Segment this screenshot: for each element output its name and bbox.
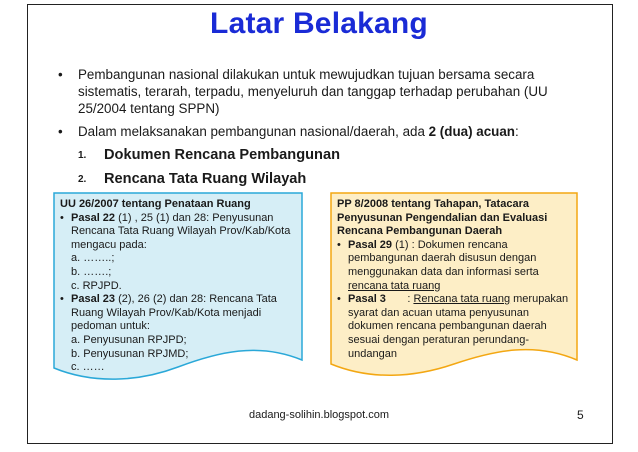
- bullet-item-2: [58, 123, 578, 140]
- left-card-uu-26-2007: [53, 192, 303, 382]
- sub-item: a. ……..;: [71, 252, 115, 265]
- acuan-label: Dokumen Rencana Pembangunan: [104, 147, 340, 163]
- acuan-item-2: [78, 170, 578, 188]
- right-card-item-2: [337, 293, 570, 361]
- acuan-number: 1.: [78, 150, 87, 161]
- bullet-dot-icon: •: [58, 124, 63, 139]
- sub-item: a. Penyusunan RPJPD;: [71, 333, 187, 346]
- pasal-separator: :: [385, 293, 414, 306]
- right-card-heading: PP 8/2008 tentang Tahapan, Tatacara Penyusunan Pengendalian dan Evaluasi Rencana Pembangunan Daerah: [337, 198, 548, 238]
- acuan-list: [58, 146, 578, 188]
- pasal-text: merupakan syarat dan acuan utama penyusunan dokumen rencana pembangunan daerah sesuai dengan peraturan perundang-undangan: [348, 293, 569, 360]
- pasal-label: Pasal 3: [348, 293, 386, 306]
- sub-item: c. ……: [71, 361, 105, 374]
- rencana-tata-ruang-link[interactable]: rencana tata ruang: [348, 279, 441, 292]
- acuan-label: Rencana Tata Ruang Wilayah: [104, 171, 307, 187]
- bullet-dot-icon: •: [337, 293, 341, 306]
- bullet-text-pre: Dalam melaksanakan pembangunan nasional/daerah, ada: [78, 124, 429, 139]
- right-card-pp-8-2008: [330, 192, 578, 377]
- pasal-label: Pasal 22: [71, 211, 116, 224]
- acuan-number: 2.: [78, 174, 87, 185]
- bullet-dot-icon: •: [60, 293, 64, 306]
- bullet-item-1: [58, 66, 578, 117]
- left-card-heading: UU 26/2007 tentang Penataan Ruang: [60, 198, 251, 210]
- slide-title: Latar Belakang: [210, 7, 428, 40]
- bullet-text-bold: 2 (dua) acuan: [428, 124, 515, 139]
- sub-item: c. RPJPD.: [71, 279, 122, 292]
- bullet-text: Pembangunan nasional dilakukan untuk mewujudkan tujuan bersama secara sistematis, terarah, terpadu, menyeluruh dan tanggap terhadap perubahan (UU 25/2004 tentang SPPN): [78, 67, 548, 116]
- sub-item: b. Penyusunan RPJMD;: [71, 347, 189, 360]
- bullet-list: [58, 66, 578, 194]
- page-number: 5: [577, 408, 584, 422]
- pasal-text: (1) : Dokumen rencana pembangunan daerah disusun dengan menggunakan data dan informasi serta: [348, 238, 539, 278]
- left-card-item-1: [60, 212, 295, 294]
- sub-item: b. …….;: [71, 265, 112, 278]
- bullet-dot-icon: •: [60, 211, 64, 224]
- bullet-dot-icon: •: [58, 67, 63, 82]
- bullet-text-post: :: [514, 124, 519, 139]
- footer-source: dadang-solihin.blogspot.com: [248, 409, 390, 421]
- pasal-text: (1) , 25 (1) dan 28: Penyusunan Rencana Tata Ruang Wilayah Prov/Kab/Kota mengacu pada:: [71, 211, 291, 251]
- pasal-text: (2), 26 (2) dan 28: Rencana Tata Ruang Wilayah Prov/Kab/Kota menjadi pedoman untuk:: [71, 293, 277, 333]
- pasal-label: Pasal 23: [71, 293, 116, 306]
- right-card-item-1: [337, 239, 570, 293]
- left-card-item-2: [60, 293, 295, 375]
- rencana-tata-ruang-link[interactable]: Rencana tata ruang: [413, 293, 511, 306]
- acuan-item-1: [78, 146, 578, 164]
- pasal-label: Pasal 29: [348, 238, 393, 251]
- bullet-dot-icon: •: [337, 238, 341, 251]
